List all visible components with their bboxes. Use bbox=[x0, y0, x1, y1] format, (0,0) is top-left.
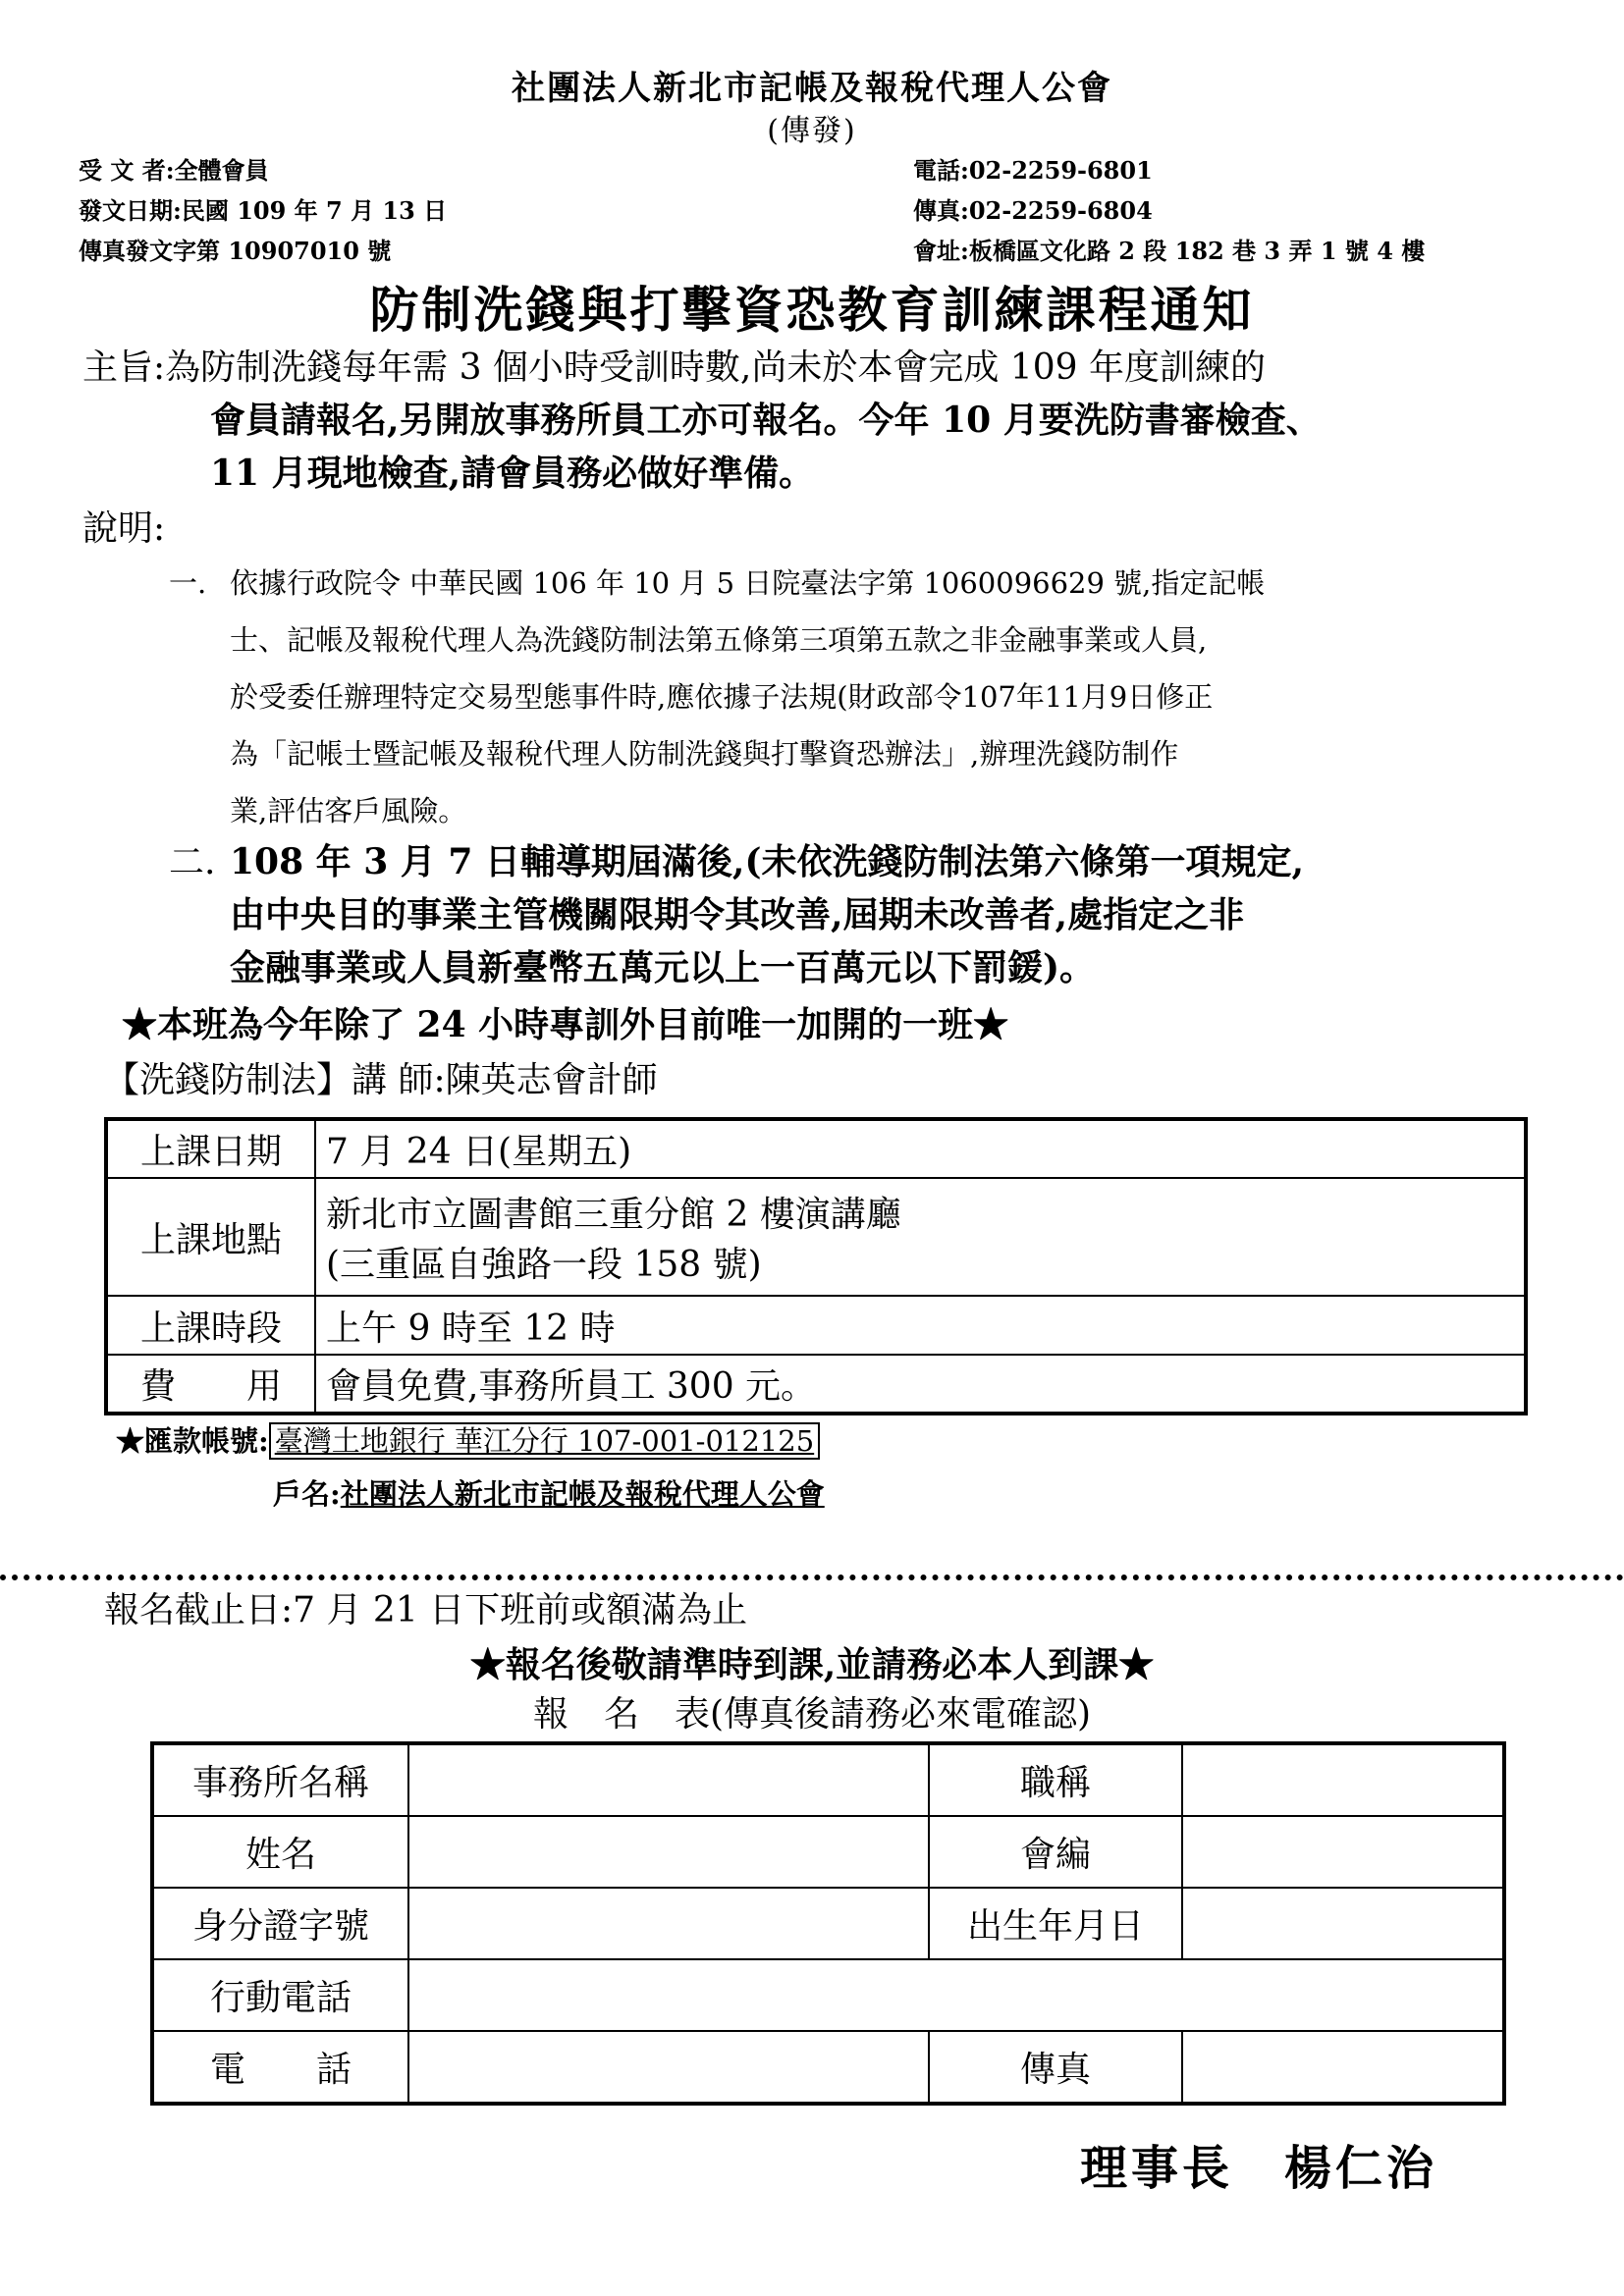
time-value: 上午 9 時至 12 時 bbox=[315, 1296, 1526, 1355]
table-row bbox=[106, 1119, 1526, 1178]
phone: 電話:02-2259-6801 bbox=[913, 156, 1153, 185]
signature: 理事長 楊仁治 bbox=[1080, 2141, 1438, 2196]
fee-value: 會員免費,事務所員工 300 元。 bbox=[315, 1355, 1526, 1414]
item-1-line: 依據行政院令 中華民國 106 年 10 月 5 日院臺法字第 1060096629 號,指定記帳 bbox=[230, 566, 1266, 600]
office-field[interactable] bbox=[408, 1743, 929, 1816]
item-1-line: 士、記帳及報稅代理人為洗錢防制法第五條第三項第五款之非金融事業或人員, bbox=[230, 623, 1208, 657]
organization-name: 社團法人新北市記帳及報稅代理人公會 bbox=[512, 69, 1112, 108]
document-type: (傳發) bbox=[767, 114, 857, 148]
subject-line-2: 會員請報名,另開放事務所員工亦可報名。今年 10 月要洗防書審檢查、 bbox=[210, 400, 1322, 441]
place-value-line-2: (三重區自強路一段 158 號) bbox=[326, 1245, 762, 1285]
form-title: 報 名 表(傳真後請務必來電確認) bbox=[532, 1694, 1092, 1735]
member-no-label: 會編 bbox=[929, 1816, 1182, 1888]
fee-label: 費 用 bbox=[106, 1355, 315, 1414]
birth-date-label: 出生年月日 bbox=[929, 1888, 1182, 1959]
mobile-field[interactable] bbox=[408, 1959, 1504, 2031]
page-title: 防制洗錢與打擊資恐教育訓練課程通知 bbox=[369, 281, 1255, 339]
job-title-field[interactable] bbox=[1182, 1743, 1504, 1816]
item-2-line: 108 年 3 月 7 日輔導期屆滿後,(未依洗錢防制法第六條第一項規定, bbox=[230, 841, 1305, 882]
date-label: 上課日期 bbox=[106, 1119, 315, 1178]
recipient: 受 文 者:全體會員 bbox=[79, 156, 269, 185]
reminder: ★報名後敬請準時到課,並請務必本人到課★ bbox=[469, 1644, 1155, 1685]
date-value: 7 月 24 日(星期五) bbox=[315, 1119, 1526, 1178]
table-row bbox=[106, 1178, 1526, 1296]
course-info-table bbox=[104, 1117, 1528, 1415]
account-number: 臺灣土地銀行 華江分行 107-001-012125 bbox=[269, 1422, 820, 1460]
item-1-line: 於受委任辦理特定交易型態事件時,應依據子法規(財政部令107年11月9日修正 bbox=[230, 680, 1214, 714]
birth-date-field[interactable] bbox=[1182, 1888, 1504, 1959]
id-no-label: 身分證字號 bbox=[152, 1888, 408, 1959]
form-row bbox=[152, 1816, 1504, 1888]
fax-label: 傳真 bbox=[929, 2031, 1182, 2104]
document-number: 傳真發文字第 10907010 號 bbox=[79, 237, 392, 265]
place-value-line-1: 新北市立圖書館三重分館 2 樓演講廳 bbox=[326, 1195, 901, 1235]
item-1-line: 業,評估客戶風險。 bbox=[230, 794, 467, 828]
tel-field[interactable] bbox=[408, 2031, 929, 2104]
account-row bbox=[116, 1419, 820, 1460]
subject-line-1: 主旨:為防制洗錢每年需 3 個小時受訓時數,尚未於本會完成 109 年度訓練的 bbox=[82, 347, 1266, 388]
course-header: 【洗錢防制法】講 師:陳英志會計師 bbox=[104, 1060, 658, 1100]
issue-date: 發文日期:民國 109 年 7 月 13 日 bbox=[79, 196, 448, 225]
table-row bbox=[106, 1296, 1526, 1355]
member-no-field[interactable] bbox=[1182, 1816, 1504, 1888]
name-label: 姓名 bbox=[152, 1816, 408, 1888]
form-row bbox=[152, 1888, 1504, 1959]
item-1-number: 一. bbox=[169, 566, 207, 600]
job-title-label: 職稱 bbox=[929, 1743, 1182, 1816]
table-row bbox=[106, 1355, 1526, 1414]
tel-label: 電 話 bbox=[152, 2031, 408, 2104]
account-name-label: 戶名: bbox=[273, 1477, 341, 1511]
place-value bbox=[315, 1178, 1526, 1296]
account-name-row bbox=[273, 1472, 825, 1513]
mobile-label: 行動電話 bbox=[152, 1959, 408, 2031]
explain-label: 說明: bbox=[82, 508, 166, 549]
item-2-number: 二. bbox=[169, 842, 216, 882]
time-label: 上課時段 bbox=[106, 1296, 315, 1355]
id-no-field[interactable] bbox=[408, 1888, 929, 1959]
form-row bbox=[152, 2031, 1504, 2104]
notice-banner: ★本班為今年除了 24 小時專訓外目前唯一加開的一班★ bbox=[122, 1004, 1009, 1045]
item-2-line: 由中央目的事業主管機關限期令其改善,屆期未改善者,處指定之非 bbox=[230, 894, 1245, 935]
cut-line bbox=[0, 1575, 1624, 1580]
account-label: ★匯款帳號: bbox=[116, 1424, 269, 1458]
form-row bbox=[152, 1743, 1504, 1816]
form-row bbox=[152, 1959, 1504, 2031]
deadline: 報名截止日:7 月 21 日下班前或額滿為止 bbox=[104, 1590, 748, 1630]
place-label: 上課地點 bbox=[106, 1178, 315, 1296]
address: 會址:板橋區文化路 2 段 182 巷 3 弄 1 號 4 樓 bbox=[913, 237, 1426, 265]
fax: 傳真:02-2259-6804 bbox=[913, 196, 1153, 225]
fax-field[interactable] bbox=[1182, 2031, 1504, 2104]
item-1-line: 為「記帳士暨記帳及報稅代理人防制洗錢與打擊資恐辦法」,辦理洗錢防制作 bbox=[230, 737, 1179, 771]
registration-form bbox=[150, 1741, 1506, 2106]
name-field[interactable] bbox=[408, 1816, 929, 1888]
item-2-line: 金融事業或人員新臺幣五萬元以上一百萬元以下罰鍰)。 bbox=[230, 947, 1096, 988]
subject-line-3: 11 月現地檢查,請會員務必做好準備。 bbox=[210, 453, 815, 494]
office-label: 事務所名稱 bbox=[152, 1743, 408, 1816]
account-name: 社團法人新北市記帳及報稅代理人公會 bbox=[340, 1477, 825, 1511]
